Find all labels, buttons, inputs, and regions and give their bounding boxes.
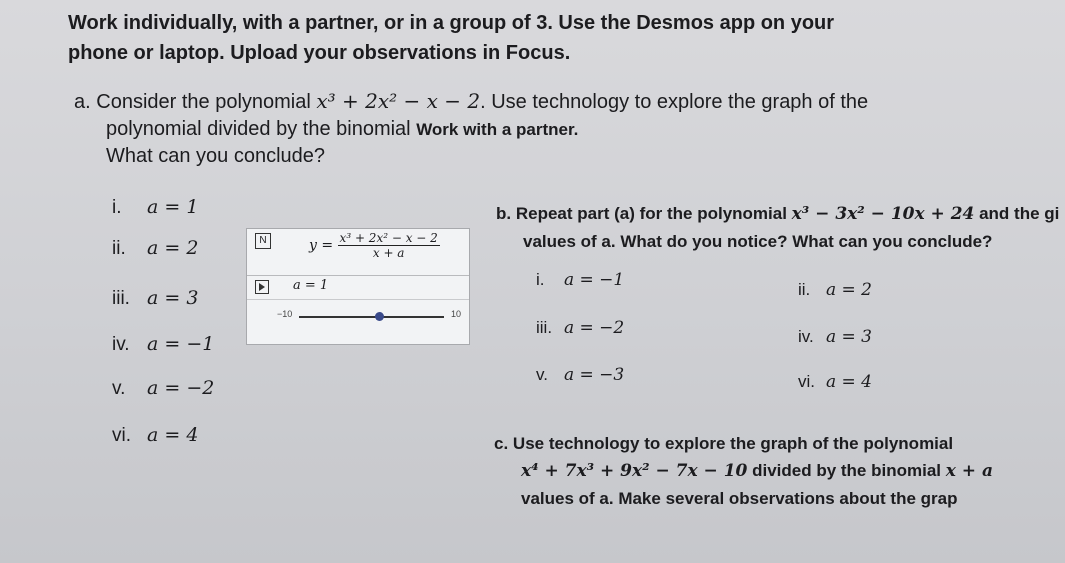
- part-a-item: vi. a = 4: [112, 424, 199, 446]
- part-c-polynomial: x⁴ + 7x³ + 9x² − 7x − 10: [521, 461, 748, 481]
- desmos-widget[interactable]: [246, 228, 470, 345]
- desmos-expression-row[interactable]: [247, 229, 469, 276]
- part-b-polynomial: x³ − 3x² − 10x + 24: [791, 204, 975, 224]
- part-c: [494, 430, 993, 512]
- part-a-item: iii. a = 3: [112, 287, 199, 309]
- intro-line-1: Work individually, with a partner, or in a group of 3. Use the Desmos app on your: [68, 12, 835, 34]
- part-c-line3: values of a. Make several observations about the grap: [521, 489, 958, 508]
- slider-max: 10: [451, 309, 462, 319]
- part-a-line2: polynomial divided by the binomial: [106, 118, 411, 140]
- part-b-item: ii. a = 2: [798, 280, 873, 300]
- part-b-item: i. a = −1: [536, 270, 625, 290]
- function-icon[interactable]: N: [255, 233, 271, 249]
- slider-min: −10: [277, 309, 293, 319]
- desmos-expression: [309, 231, 440, 260]
- part-a-item: i. a = 1: [112, 196, 199, 218]
- part-b-suffix: and the gi: [979, 204, 1060, 223]
- part-a-line3: What can you conclude?: [106, 145, 326, 167]
- part-a-suffix: . Use technology to explore the graph of the: [480, 91, 869, 113]
- part-a-polynomial: x³ + 2x² − x − 2: [316, 89, 481, 113]
- partner-overlay: Work with a partner.: [416, 120, 579, 139]
- part-c-binomial: x + a: [945, 461, 993, 481]
- part-a-item: v. a = −2: [112, 377, 215, 399]
- part-b-item: v. a = −3: [536, 365, 625, 385]
- slider-knob[interactable]: [375, 312, 384, 321]
- play-icon[interactable]: [255, 280, 269, 294]
- numerator: x³ + 2x² − x − 2: [339, 231, 438, 245]
- part-a-label: a.: [74, 91, 91, 113]
- part-b-item: iii. a = −2: [536, 318, 625, 338]
- part-a-item: ii. a = 2: [112, 237, 199, 259]
- y-equals: y =: [309, 237, 334, 254]
- slider-track[interactable]: [299, 316, 444, 318]
- desmos-slider-row[interactable]: [247, 275, 469, 300]
- part-c-line1: Use technology to explore the graph of the polynomial: [512, 434, 954, 453]
- part-b-line2: values of a. What do you notice? What can you conclude?: [523, 232, 993, 251]
- part-b-item: vi. a = 4: [798, 372, 873, 392]
- part-a: [74, 88, 1054, 170]
- fraction: [338, 231, 440, 260]
- part-a-prefix: Consider the polynomial: [96, 91, 311, 113]
- part-c-line2: divided by the binomial: [752, 461, 942, 480]
- part-b-item: iv. a = 3: [798, 327, 873, 347]
- part-b-prefix: Repeat part (a) for the polynomial: [515, 204, 787, 223]
- part-a-item: iv. a = −1: [112, 333, 215, 355]
- part-c-label: c.: [494, 434, 509, 453]
- part-b-label: b.: [496, 204, 512, 223]
- denominator: x + a: [372, 246, 405, 260]
- intro-text: [68, 8, 834, 68]
- slider-value: a = 1: [293, 278, 329, 293]
- part-b: [496, 200, 1059, 255]
- intro-line-2: phone or laptop. Upload your observations in Focus.: [68, 42, 571, 64]
